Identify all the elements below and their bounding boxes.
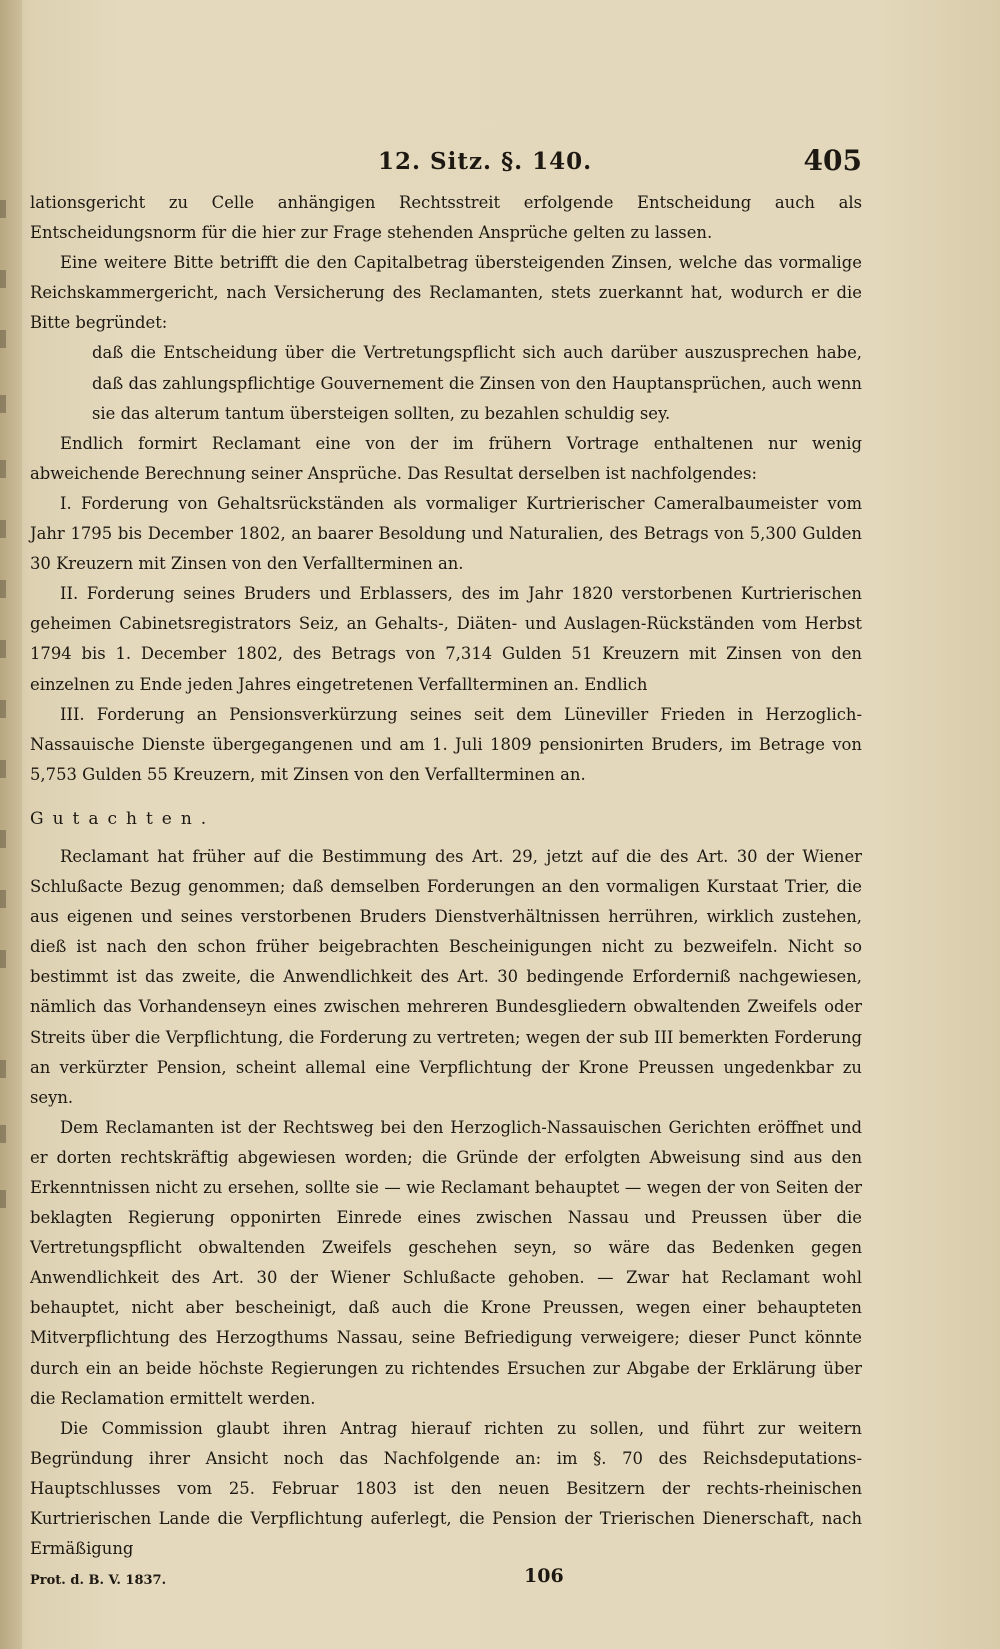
running-head: 12. Sitz. §. 140. (378, 148, 593, 175)
margin-mark (0, 950, 6, 968)
margin-mark (0, 700, 6, 718)
footer-protocol-ref: Prot. d. B. V. 1837. (30, 1573, 167, 1588)
paragraph: Eine weitere Bitte betrifft die den Capitalbetrag übersteigenden Zinsen, welche das vormalige Reichskammergericht, nach Versicherung des Reclamanten, stets zuerkannt hat, wodurch er die Bitte begründet: (30, 253, 862, 333)
paragraph: lationsgericht zu Celle anhängigen Rechtsstreit erfolgende Entscheidung auch als Entscheidungsnorm für die hier zur Frage stehenden Ansprüche gelten zu lassen. (30, 193, 862, 243)
paragraph: Die Commission glaubt ihren Antrag hierauf richten zu sollen, und führt zur weitern Begründung ihrer Ansicht noch das Nachfolgende an: im §. 70 des Reichsdeputations-Hauptschlusses vom 25. Februar 1803 ist den neuen Besitzern der rechts-rheinischen Kurtrierischen Lande die Verpflichtung auferlegt, die Pension der Trierischen Dienerschaft, nach Ermäßigung (30, 1418, 862, 1559)
claim-item-2: II. Forderung seines Bruders und Erblassers, des im Jahr 1820 verstorbenen Kurtrierischen geheimen Cabinetsregistrators Seiz, an Gehalts-, Diäten- und Auslagen-Rückständen vom Herbst 1794 bis 1. December 1802, des Betrags von 7,314 Gulden 51 Kreuzern mit Zinsen von den einzelnen zu Ende jeden Jahres eingetretenen Verfallterminen an. Endlich (30, 584, 862, 694)
margin-mark (0, 270, 6, 288)
page-body (30, 188, 862, 1564)
margin-mark (0, 520, 6, 538)
paragraph: Reclamant hat früher auf die Bestimmung des Art. 29, jetzt auf die des Art. 30 der Wiener Schlußacte Bezug genommen; daß demselben Forderungen an den vormaligen Kurstaat Trier, die aus eigenen und seines verstorbenen Bruders Dienstverhältnissen herrühren, wirklich zustehen, dieß ist nach den schon früher beigebrachten Bescheinigungen nicht zu bezweifeln. Nicht so bestimmt ist das zweite, die Anwendlichkeit des Art. 30 bedingende Erforderniß nachgewiesen, nämlich das Vorhandenseyn eines zwischen mehreren Bundesgliedern obwaltenden Zweifels oder Streits über die Verpflichtung, die Forderung zu vertreten; wegen der sub III bemerkten Forderung an verkürzter Pension, scheint allemal eine Verpflichtung der Krone Preussen ungedenkbar zu seyn. (30, 846, 862, 1107)
margin-mark (0, 580, 6, 598)
margin-mark (0, 330, 6, 348)
claim-item-3: III. Forderung an Pensionsverkürzung seines seit dem Lüneviller Frieden in Herzoglich-Nassauische Dienste übergegangenen und am 1. Juli 1809 pensionirten Bruders, im Betrage von 5,753 Gulden 55 Kreuzern, mit Zinsen von den Verfallterminen an. (30, 704, 862, 784)
margin-mark (0, 1060, 6, 1078)
page-footer (30, 1565, 862, 1595)
margin-mark (0, 640, 6, 658)
book-spine-edge (0, 0, 22, 1649)
margin-mark (0, 890, 6, 908)
margin-mark (0, 830, 6, 848)
sheet-signature: 106 (524, 1565, 564, 1587)
paragraph: Endlich formirt Reclamant eine von der im frühern Vortrage enthaltenen nur wenig abweichende Berechnung seiner Ansprüche. Das Resultat derselben ist nachfolgendes: (30, 433, 862, 483)
margin-mark (0, 1190, 6, 1208)
page-number: 405 (803, 144, 862, 177)
margin-mark (0, 395, 6, 413)
section-heading: Gutachten. (30, 808, 216, 829)
quoted-request: daß die Entscheidung über die Vertretungspflicht sich auch darüber auszusprechen habe, daß das zahlungspflichtige Gouvernement die Zinsen von den Hauptansprüchen, auch wenn sie das alterum tantum übersteigen sollten, zu bezahlen schuldig sey. (92, 343, 862, 423)
page-header (0, 144, 1000, 188)
paragraph: Dem Reclamanten ist der Rechtsweg bei den Herzoglich-Nassauischen Gerichten eröffnet und er dorten rechtskräftig abgewiesen worden; die Gründe der erfolgten Abweisung sind aus den Erkenntnissen nicht zu ersehen, sollte sie — wie Reclamant behauptet — wegen der von Seiten der beklagten Regierung opponirten Einrede eines zwischen Nassau und Preussen über die Vertretungspflicht obwaltenden Zweifels geschehen seyn, so wäre das Bedenken gegen Anwendlichkeit des Art. 30 der Wiener Schlußacte gehoben. — Zwar hat Reclamant wohl behauptet, nicht aber bescheinigt, daß auch die Krone Preussen, wegen einer behaupteten Mitverpflichtung des Herzogthums Nassau, seine Befriedigung verweigere; dieser Punct könnte durch ein an beide höchste Regierungen zu richtendes Ersuchen zur Abgabe der Erklärung über die Reclamation ermittelt werden. (30, 1117, 862, 1408)
margin-mark (0, 200, 6, 218)
margin-mark (0, 460, 6, 478)
margin-mark (0, 760, 6, 778)
claim-item-1: I. Forderung von Gehaltsrückständen als vormaliger Kurtrierischer Cameralbaumeister vom Jahr 1795 bis December 1802, an baarer Besoldung und Naturalien, des Betrags von 5,300 Gulden 30 Kreuzern mit Zinsen von den Verfallterminen an. (30, 493, 862, 574)
margin-mark (0, 1125, 6, 1143)
